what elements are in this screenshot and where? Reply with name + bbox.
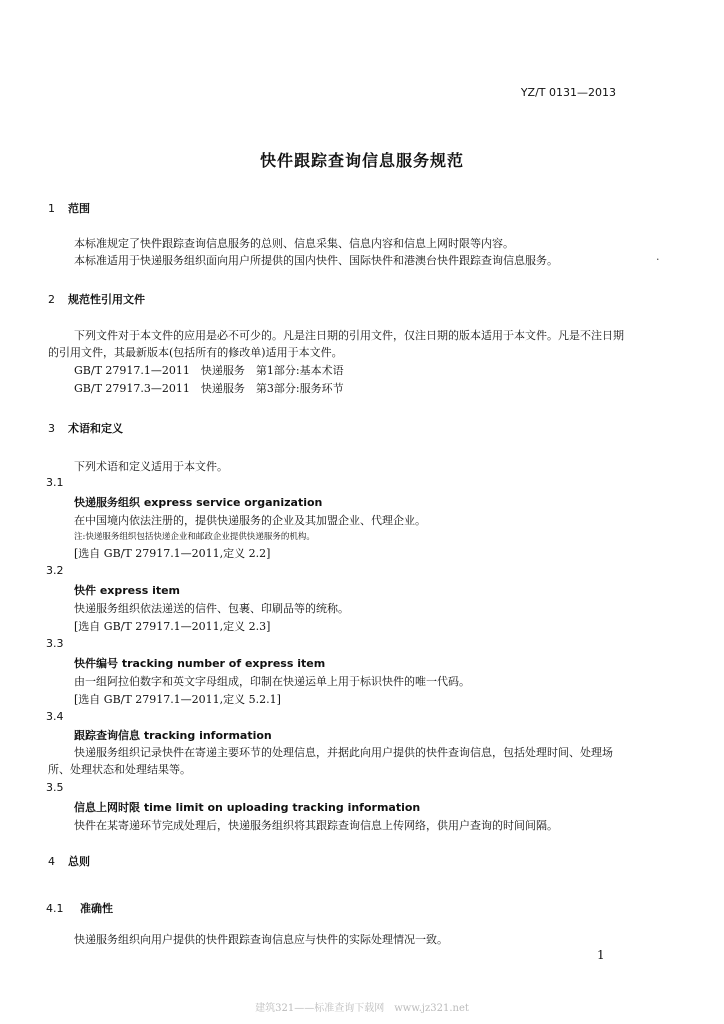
subsection-number: 4.1 (46, 902, 64, 915)
watermark-footer: 建筑321——标准查询下载网 www.jz321.net (255, 1003, 469, 1014)
normative-reference-2: GB/T 27917.3—2011 快递服务 第3部分:服务环节 (74, 382, 344, 395)
section-title: 规范性引用文件 (68, 293, 145, 306)
subsection-4-1-heading (46, 900, 113, 916)
section-3-heading (48, 420, 123, 436)
definition-3-1: 在中国境内依法注册的，提供快递服务的企业及其加盟企业、代理企业。 (74, 514, 426, 527)
section-4-heading (48, 853, 90, 869)
term-3-2: 快件 express item (74, 584, 181, 597)
term-3-3: 快件编号 tracking number of express item (74, 657, 326, 670)
section-number: 2 (48, 293, 55, 306)
section-title: 术语和定义 (68, 422, 123, 435)
clause-3-4-number: 3.4 (46, 710, 64, 723)
document-code: YZ/T 0131—2013 (520, 86, 616, 99)
clause-3-1-number: 3.1 (46, 476, 64, 489)
section-2-heading (48, 291, 145, 307)
section-1-paragraph-1: 本标准规定了快件跟踪查询信息服务的总则、信息采集、信息内容和信息上网时限等内容。 (74, 237, 514, 250)
clause-3-3-number: 3.3 (46, 637, 64, 650)
section-1-heading (48, 200, 90, 216)
page-number: 1 (597, 948, 605, 962)
term-3-1: 快递服务组织 express service organization (74, 496, 323, 509)
subsection-title: 准确性 (80, 902, 113, 915)
note-3-1: 注:快递服务组织包括快递企业和邮政企业提供快递服务的机构。 (74, 532, 315, 542)
definition-3-4: 快递服务组织记录快件在寄递主要环节的处理信息，并据此向用户提供的快件查询信息，包括处理时间、处理场所、处理状态和处理结果等。 (48, 746, 613, 776)
term-3-5: 信息上网时限 time limit on uploading tracking information (74, 801, 421, 814)
section-2-paragraph-1: 下列文件对于本文件的应用是必不可少的。凡是注日期的引用文件，仅注日期的版本适用于本文件。凡是不注日期的引用文件，其最新版本(包括所有的修改单)适用于本文件。 (48, 329, 624, 359)
section-number: 3 (48, 422, 55, 435)
section-number: 1 (48, 202, 55, 215)
subsection-4-1-paragraph: 快递服务组织向用户提供的快件跟踪查询信息应与快件的实际处理情况一致。 (74, 933, 448, 946)
section-title: 总则 (68, 855, 90, 868)
definition-3-3: 由一组阿拉伯数字和英文字母组成，印制在快递运单上用于标识快件的唯一代码。 (74, 675, 470, 688)
normative-reference-1: GB/T 27917.1—2011 快递服务 第1部分:基本术语 (74, 364, 344, 377)
source-3-3: [选自 GB/T 27917.1—2011,定义 5.2.1] (74, 693, 281, 706)
clause-3-5-number: 3.5 (46, 781, 64, 794)
scan-dot: · (656, 253, 660, 266)
definition-3-5: 快件在某寄递环节完成处理后，快递服务组织将其跟踪查询信息上传网络，供用户查询的时间间隔。 (74, 819, 558, 832)
clause-3-2-number: 3.2 (46, 564, 64, 577)
source-3-2: [选自 GB/T 27917.1—2011,定义 2.3] (74, 620, 271, 633)
term-3-4: 跟踪查询信息 tracking information (74, 729, 272, 742)
section-number: 4 (48, 855, 55, 868)
section-1-paragraph-2: 本标准适用于快递服务组织面向用户所提供的国内快件、国际快件和港澳台快件跟踪查询信息服务。 (74, 254, 558, 267)
definition-3-2: 快递服务组织依法递送的信件、包裹、印刷品等的统称。 (74, 602, 349, 615)
source-3-1: [选自 GB/T 27917.1—2011,定义 2.2] (74, 547, 271, 560)
section-3-intro: 下列术语和定义适用于本文件。 (74, 460, 228, 473)
section-title: 范围 (68, 202, 90, 215)
document-title: 快件跟踪查询信息服务规范 (259, 151, 464, 170)
